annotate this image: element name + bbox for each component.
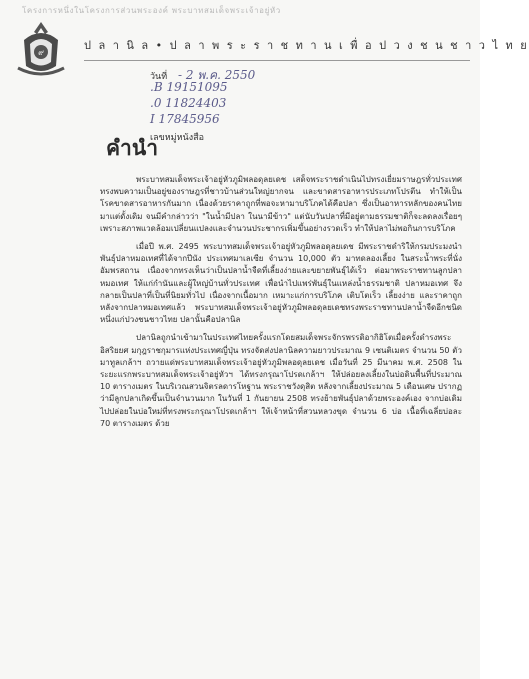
stamp-code-2: .0 11824403 — [150, 96, 227, 110]
paragraph: พระบาทสมเด็จพระเจ้าอยู่หัวภูมิพลอดุลยเดช เสด็จพระราชดำเนินไปทรงเยี่ยมราษฎรทั่วประเทศ ทรงพบความเป็นอยู่ของราษฎรที่ชาวบ้านส่วนใหญ่ยากจน และขาดสารอาหารประเภทโปรตีน ทำให้เป็นโรคขาดสารอาหารกันมาก เนื่องด้วยราคาถูกที่พอจะหามาบริโภคได้คือปลา ซึ่งเป็นอาหารหลักของคนไทยมาแต่ดั้งเดิม จนมีคำกล่าวว่า "ในน้ำมีปลา ในนามีข้าว" แต่นับวันปลาที่มีอยู่ตามธรรมชาติก็จะลดลงเรื่อยๆ เพราะสภาพแวดล้อมเปลี่ยนแปลงและจำนวนประชากรเพิ่มขึ้นอย่างรวดเร็ว ทำให้ปลาไม่พอกินการบริโภค — [100, 175, 462, 233]
stamp-date-label: วันที่ — [150, 72, 168, 82]
library-stamp — [150, 66, 280, 170]
paragraph: เมื่อปี พ.ศ. 2495 พระบาทสมเด็จพระเจ้าอยู่หัวภูมิพลอดุลยเดช มีพระราชดำริให้กรมประมงนำพันธุ์ปลาหมอเทศที่ได้จากปีนัง ประเทศมาเลเซีย จำนวน 10,000 ตัว มาทดลองเลี้ยง ในสระน้ำพระที่นั่งอัมพรสถาน เนื่องจากทรงเห็นว่าเป็นปลาน้ำจืดที่เลี้ยงง่ายและขยายพันธุ์ได้เร็ว ต่อมาพระราชทานลูกปลาหมอเทศ ให้แก่กำนันและผู้ใหญ่บ้านทั่วประเทศ เพื่อนำไปแพร่พันธุ์ในแหล่งน้ำธรรมชาติ ปลาหมอเทศ จึงกลายเป็นปลาที่เป็นที่นิยมทั่วไป เนื่องจากเนื้อมาก เหมาะแก่การบริโภค เติบโตเร็ว เลี้ยงง่าย และราคาถูก หลังจากปลาหมอเทศแล้ว พระบาทสมเด็จพระเจ้าอยู่หัวภูมิพลอดุลยเดชทรงพระราชทานปลาน้ำจืดอีกชนิดหนึ่งแก่ปวงชนชาวไทย ปลานั้นคือปลานิล — [100, 242, 462, 325]
top-header-line: โครงการหนึ่งในโครงการส่วนพระองค์ พระบาทสมเด็จพระเจ้าอยู่หัว — [22, 6, 281, 15]
svg-text:๙: ๙ — [38, 48, 44, 57]
stamp-book-label: เลขหมู่หนังสือ — [150, 133, 204, 143]
royal-crest-icon — [12, 20, 70, 78]
page-title: คำนำ — [106, 136, 158, 160]
stamp-date-value: - 2 พ.ค. 2550 — [178, 68, 256, 82]
header-subtitle: ป ล า นิ ล • ป ล า พ ร ะ ร า ช ท า น เ พื่ อ ป ว ง ช น ช า ว ไ ท ย — [84, 39, 529, 52]
paragraph: ปลานิลถูกนำเข้ามาในประเทศไทยครั้งแรกโดยสมเด็จพระจักรพรรดิอากิฮิโตเมื่อครั้งดำรงพระอิสริยยศ มกุฎราชกุมารแห่งประเทศญี่ปุ่น ทรงจัดส่งปลานิลความยาวประมาณ 9 เซนติเมตร จำนวน 50 ตัว มาทูลเกล้าฯ ถวายแด่พระบาทสมเด็จพระเจ้าอยู่หัวภูมิพลอดุลยเดช เมื่อวันที่ 25 มีนาคม พ.ศ. 2508 ในระยะแรกพระบาทสมเด็จพระเจ้าอยู่หัวฯ ได้ทรงกรุณาโปรดเกล้าฯ ให้ปล่อยลงเลี้ยงในบ่อดินพื้นที่ประมาณ 10 ตารางเมตร ในบริเวณสวนจิตรลดารโหฐาน พระราชวังดุสิต หลังจากเลี้ยงประมาณ 5 เดือนเศษ ปรากฏว่ามีลูกปลาเกิดขึ้นเป็นจำนวนมาก ในวันที่ 1 กันยายน 2508 ทรงย้ายพันธุ์ปลาด้วยพระองค์เอง จากบ่อเดิม ไปปล่อยในบ่อใหม่ที่ทรงพระกรุณาโปรดเกล้าฯ ให้เจ้าหน้าที่สวนหลวงขุด จำนวน 6 บ่อ เนื้อที่เฉลี่ยบ่อละ 70 ตารางเมตร ด้วย — [100, 333, 462, 428]
header-divider — [84, 60, 470, 61]
stamp-code-3: I 17845956 — [150, 112, 220, 126]
stamp-code-1: .B 19151095 — [150, 80, 228, 94]
body-text — [100, 174, 462, 436]
